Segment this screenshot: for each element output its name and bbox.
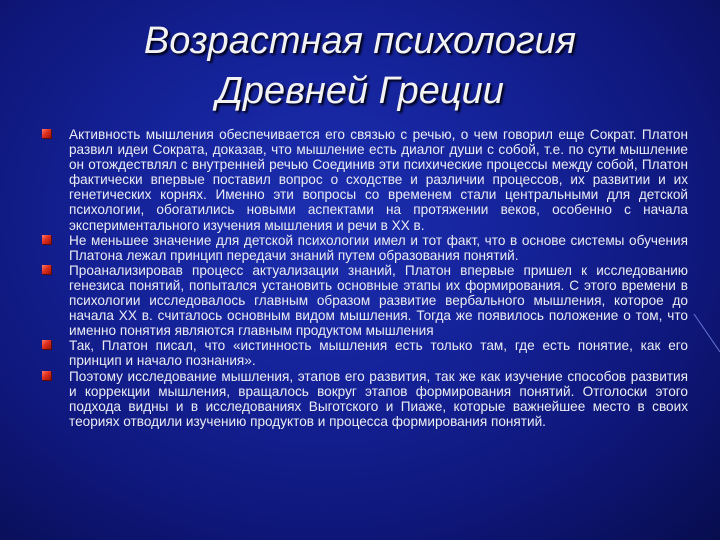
bullet-text: Проанализировав процесс актуализации знаний, Платон впервые пришел к исследованию генезиса понятий, попытался установить основные этапы их формирования. С этого времени в психологии исследовалось главным образом развитие вербального мышления, которое до начала XX в. считалось основным видом мышления. Тогда же появилось положение о том, что именно понятия являются главным продуктом мышления — [69, 262, 688, 339]
square-bullet-icon — [42, 129, 51, 138]
bullet-text: Не меньшее значение для детской психологии имел и тот факт, что в основе системы обучения Платона лежал принцип передачи знаний путем образования понятий. — [69, 232, 688, 263]
bullet-item-5 — [40, 369, 688, 429]
decorative-line — [690, 300, 720, 360]
bullet-item-4 — [40, 338, 688, 368]
square-bullet-icon — [42, 235, 51, 244]
bullet-item-1 — [40, 127, 688, 233]
bullet-text: Поэтому исследование мышления, этапов его развития, так же как изучение способов развития и коррекции мышления, вращалось вокруг этапов формирования понятий. Отголоски этого подхода видны и в исследованиях Выготского и Пиаже, которые важнейшее место в своих теориях отводили изучению продуктов и процесса формирования понятий. — [69, 368, 688, 429]
square-bullet-icon — [42, 340, 51, 349]
slide-title-line-1: Возрастная психология — [143, 20, 577, 62]
slide-title-line-2: Древней Греции — [216, 70, 504, 112]
square-bullet-icon — [42, 371, 51, 380]
bullet-list — [40, 127, 688, 429]
square-bullet-icon — [42, 265, 51, 274]
slide-title — [60, 16, 660, 116]
bullet-item-2 — [40, 233, 688, 263]
bullet-item-3 — [40, 263, 688, 338]
bullet-text: Активность мышления обеспечивается его связью с речью, о чем говорил еще Сократ. Платон развил идеи Сократа, доказав, что мышление есть диалог души с собой, т.е. по сути мышление он отождествлял с внутренней речью Соединив эти психические процессы между собой, Платон фактически впервые поставил вопрос о сходстве и различии процессов, их развитии и их генетических корнях. Именно эти вопросы со временем стали центральными для детской психологии, обогатились новыми аспектами на протяжении веков, особенно с начала экспериментального изучения мышления и речи в XX в. — [69, 127, 688, 233]
bullet-text: Так, Платон писал, что «истинность мышления есть только там, где есть понятие, как его принцип и начало познания». — [69, 338, 688, 369]
